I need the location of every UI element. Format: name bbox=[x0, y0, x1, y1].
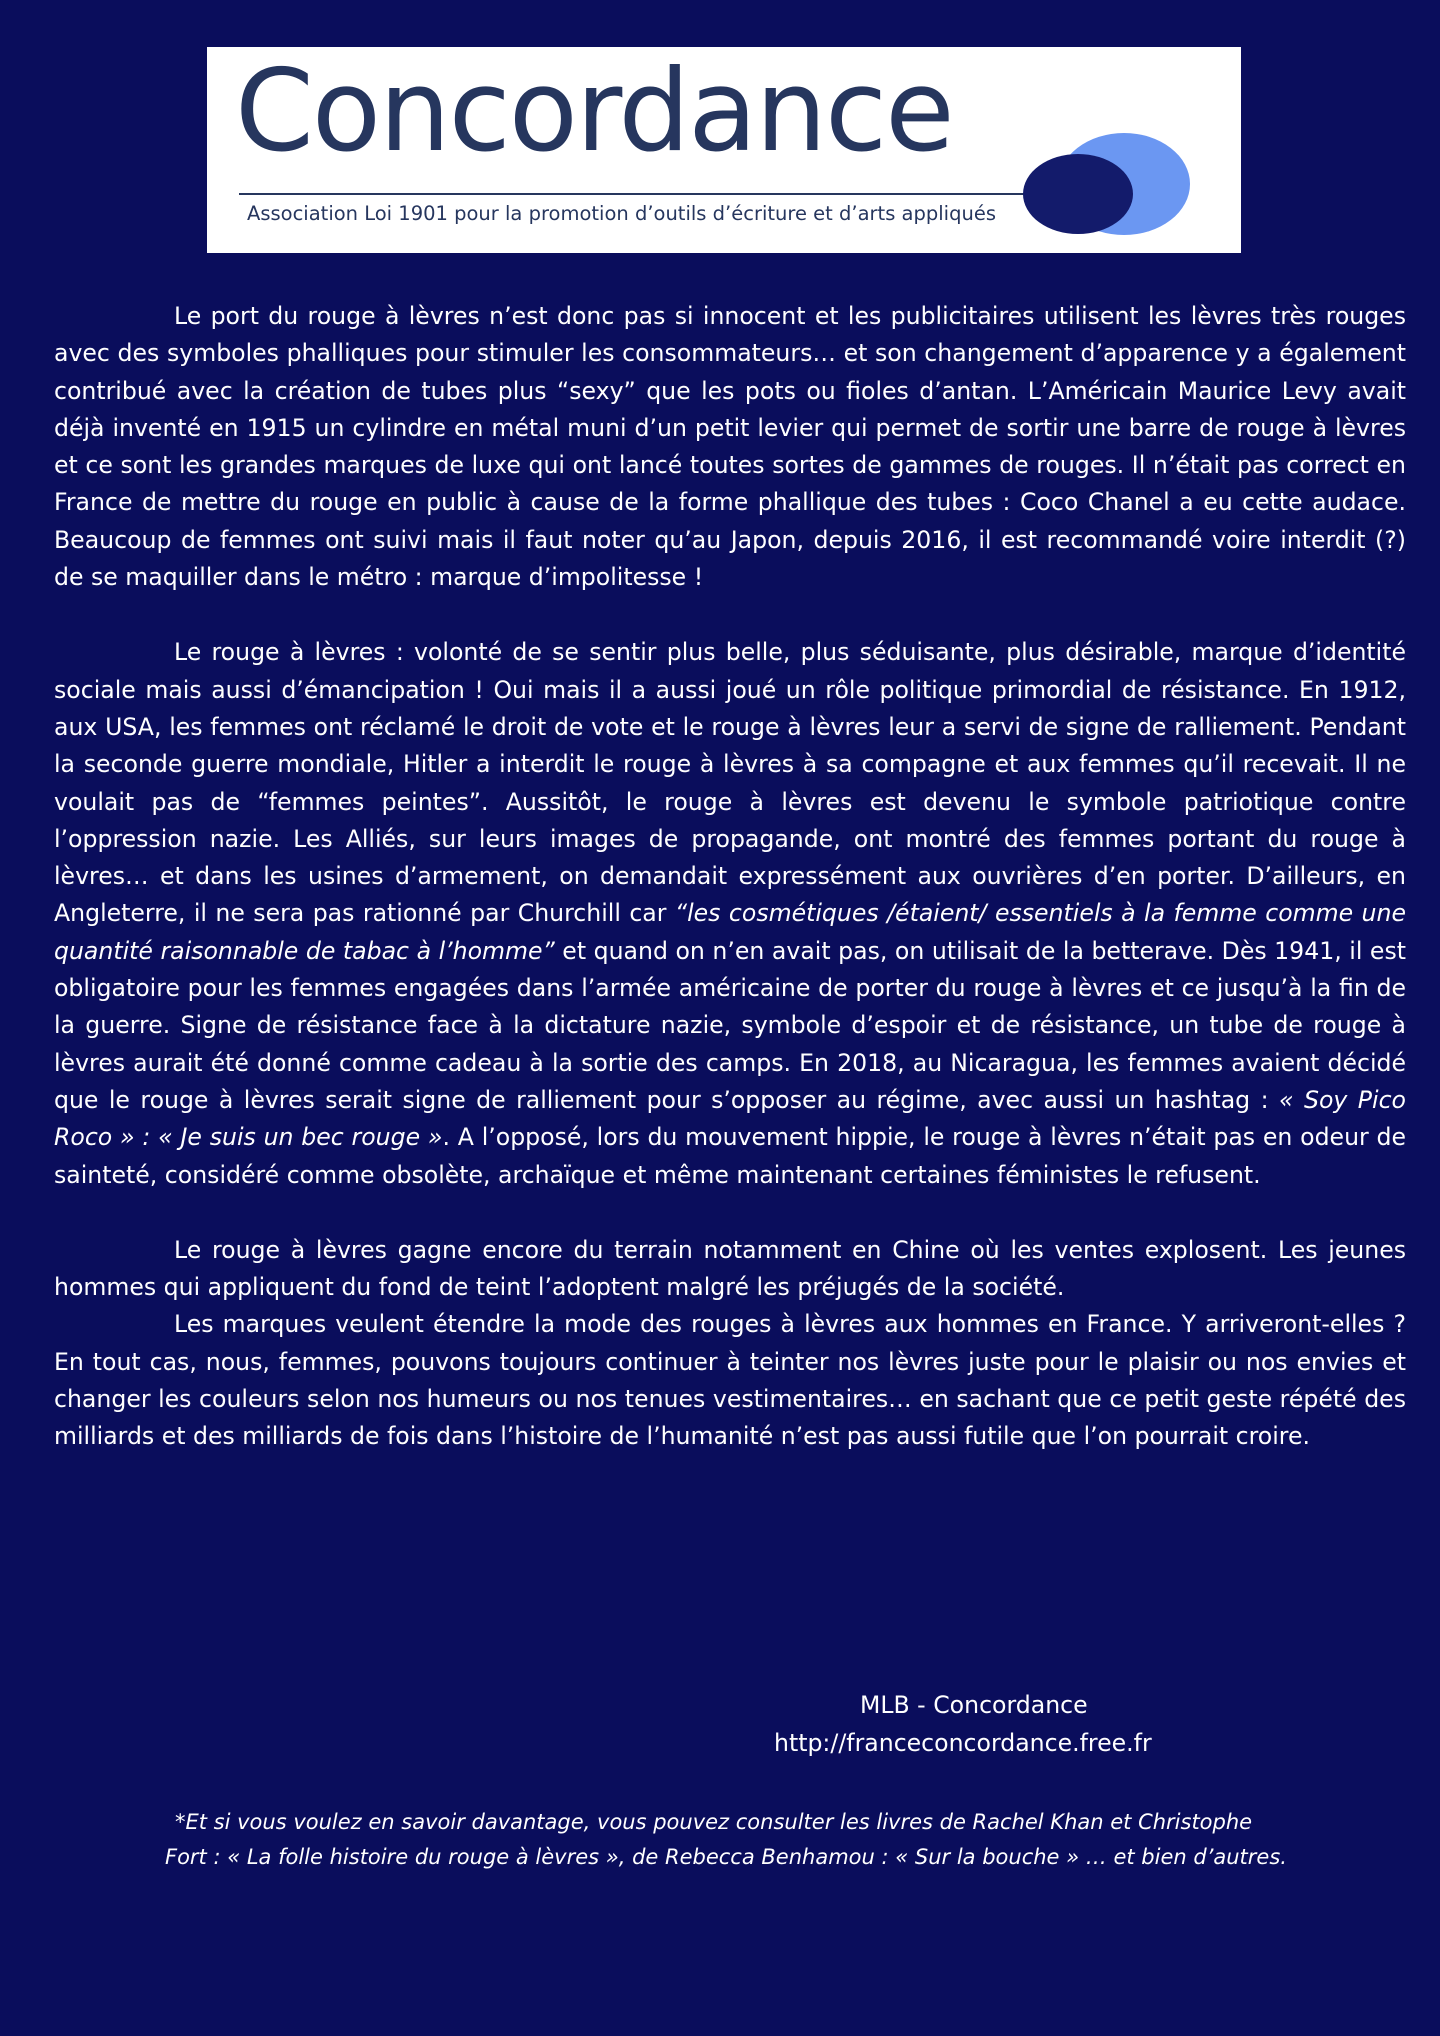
article-body bbox=[54, 298, 1406, 1456]
logo-title: Concordance bbox=[235, 45, 953, 177]
logo-subtitle: Association Loi 1901 pour la promotion d’outils d’écriture et d’arts appliqués bbox=[247, 202, 996, 225]
hashtag-quote: « Soy Pico Roco » : « Je suis un bec rouge » bbox=[54, 1085, 1406, 1152]
paragraph-3: Le rouge à lèvres gagne encore du terrain notamment en Chine où les ventes explosent. Les jeunes hommes qui appliquent du fond de teint l’adoptent malgré les préjugés de la société. bbox=[54, 1235, 1406, 1302]
logo-dark-ellipse-icon bbox=[1023, 154, 1133, 234]
footnote-line-2: Fort : « La folle histoire du rouge à lèvres », de Rebecca Benhamou : « Sur la bouche » … et bien d’autres. bbox=[165, 1845, 1287, 1869]
paragraph-spacer bbox=[54, 1194, 1406, 1232]
paragraph-2 bbox=[54, 634, 1406, 1193]
paragraph-1: Le port du rouge à lèvres n’est donc pas si innocent et les publicitaires utilisent les lèvres très rouges avec des symboles phalliques pour stimuler les consommateurs… et son changement d’apparence y a également contribué avec la création de tubes plus “sexy” que les pots ou fioles d’antan. L’Américain Maurice Levy avait déjà inventé en 1915 un cylindre en métal muni d’un petit levier qui permet de sortir une barre de rouge à lèvres et ce sont les grandes marques de luxe qui ont lancé toutes sortes de gammes de rouges. Il n’était pas correct en France de mettre du rouge en public à cause de la forme phallique des tubes : Coco Chanel a eu cette audace. Beaucoup de femmes ont suivi mais il faut noter qu’au Japon, depuis 2016, il est recommandé voire interdit (?) de se maquiller dans le métro : marque d’impolitesse ! bbox=[54, 302, 1406, 592]
paragraph-2-text-b: et quand on n’en avait pas, on utilisait de la betterave. Dès 1941, il est obligatoire pour les femmes engagées dans l’armée américaine de porter du rouge à lèvres et ce jusqu’à la fin de la guerre. Signe de résistance face à la dictature nazie, symbole d’espoir et de résistance, un tube de rouge à lèvres aurait été donné comme cadeau à la sortie des camps. En 2018, au Nicaragua, les femmes avaient décidé que le rouge à lèvres serait signe de ralliement pour s’opposer au régime, avec aussi un hashtag : bbox=[54, 936, 1406, 1114]
paragraph-4: Les marques veulent étendre la mode des rouges à lèvres aux hommes en France. Y arriveront-elles ? En tout cas, nous, femmes, pouvons toujours continuer à teinter nos lèvres juste pour le plaisir ou nos envies et changer les couleurs selon nos humeurs ou nos tenues vestimentaires… en sachant que ce petit geste répété des milliards et des milliards de fois dans l’histoire de l’humanité n’est pas aussi futile que l’on pourrait croire. bbox=[54, 1310, 1406, 1451]
signature-website: http://franceconcordance.free.fr bbox=[774, 1729, 1152, 1757]
logo-divider bbox=[239, 193, 1029, 195]
paragraph-spacer bbox=[54, 596, 1406, 634]
paragraph-2-text-c: . A l’opposé, lors du mouvement hippie, le rouge à lèvres n’était pas en odeur de sainteté, considéré comme obsolète, archaïque et même maintenant certaines féministes le refusent. bbox=[54, 1123, 1406, 1189]
concordance-logo bbox=[207, 47, 1241, 253]
paragraph-2-text-a: Le rouge à lèvres : volonté de se sentir plus belle, plus séduisante, plus désirable, marque d’identité sociale mais aussi d’émancipation ! Oui mais il a aussi joué un rôle politique primordial de résistance. En 1912, aux USA, les femmes ont réclamé le droit de vote et le rouge à lèvres leur a servi de signe de ralliement. Pendant la seconde guerre mondiale, Hitler a interdit le rouge à lèvres à sa compagne et aux femmes qu’il recevait. Il ne voulait pas de “femmes peintes”. Aussitôt, le rouge à lèvres est devenu le symbole patriotique contre l’oppression nazie. Les Alliés, sur leurs images de propagande, ont montré des femmes portant du rouge à lèvres… et dans les usines d’armement, on demandait expressément aux ouvrières d’en porter. D’ailleurs, en Angleterre, il ne sera pas rationné par Churchill car bbox=[54, 638, 1406, 928]
churchill-quote: “les cosmétiques /étaient/ essentiels à la femme comme une quantité raisonnable de tabac à l’homme” bbox=[54, 899, 1406, 965]
signature-author: MLB - Concordance bbox=[860, 1691, 1088, 1719]
footnote-line-1: *Et si vous voulez en savoir davantage, vous pouvez consulter les livres de Rachel Khan et Christophe bbox=[175, 1810, 1253, 1834]
